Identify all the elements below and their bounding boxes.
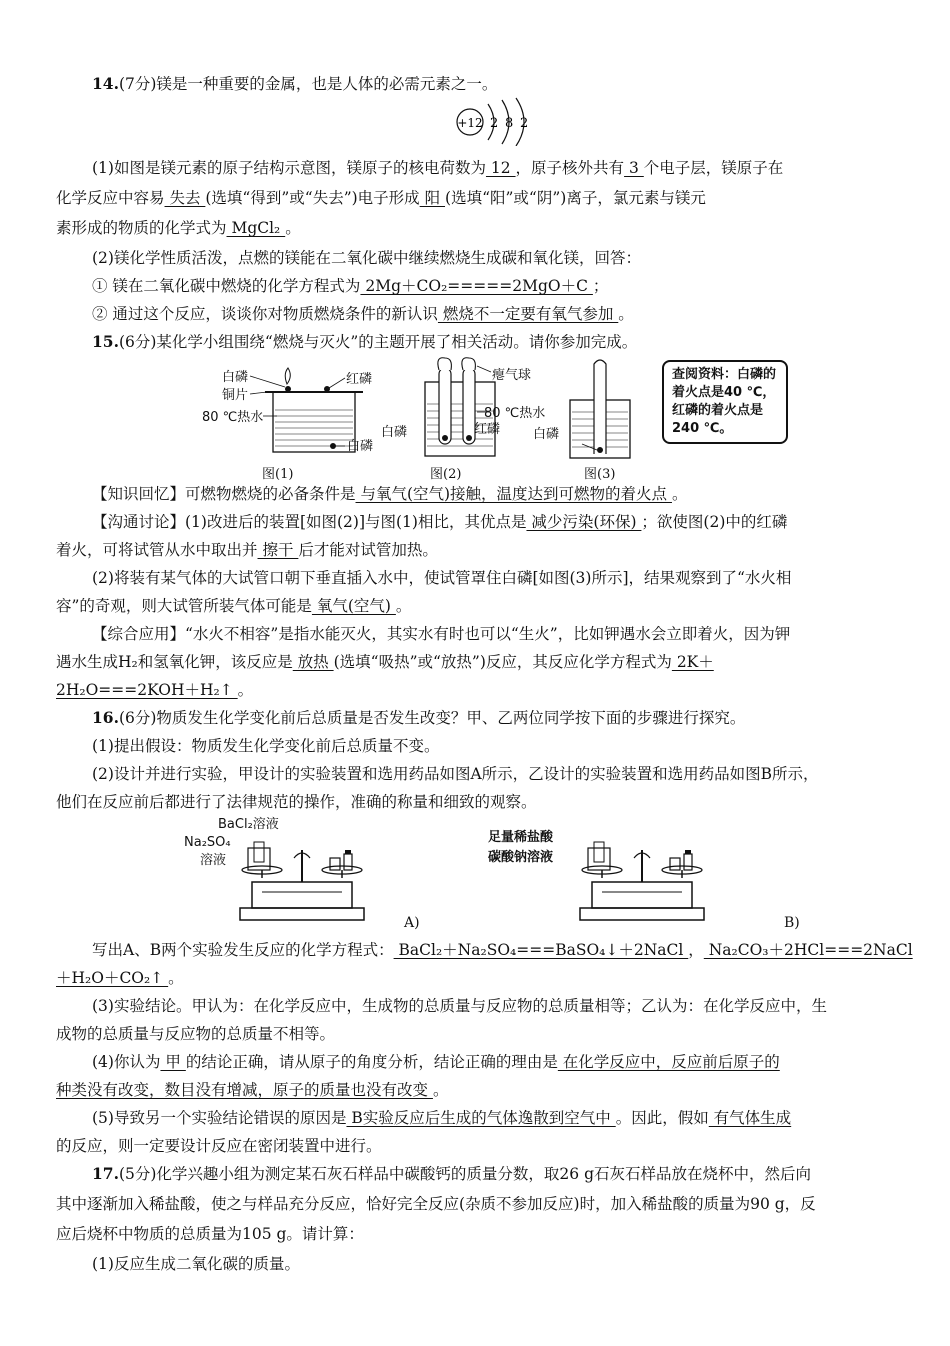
fig3-caption: 图(3) bbox=[584, 467, 616, 482]
q14-p2-1 bbox=[92, 276, 608, 296]
fig1-label-white-p2: 白磷 bbox=[347, 439, 374, 454]
figA-label-na2so4: Na₂SO₄ bbox=[184, 835, 231, 850]
q16-title bbox=[92, 708, 745, 728]
q16-equations-line1 bbox=[92, 940, 913, 960]
q16-step4-line1 bbox=[92, 1052, 780, 1072]
q15-text: 容”的奇观，则大试管所装气体可能是 bbox=[56, 597, 312, 615]
q16-number: 16. bbox=[92, 708, 119, 727]
q17-line2: 其中逐渐加入稀盐酸，使之与样品充分反应，恰好完全反应(杂质不参加反应)时，加入稀盐酸的质量为90 g，反 bbox=[56, 1195, 816, 1213]
q16-text: 。 bbox=[168, 969, 184, 987]
q14-text: ② 通过这个反应，谈谈你对物质燃烧条件的新认识 bbox=[92, 305, 438, 323]
q15-apply-line3 bbox=[56, 680, 253, 700]
q16-text: ， bbox=[688, 941, 704, 959]
q15-discuss-2-line2 bbox=[56, 596, 411, 616]
answer-correct-student: 甲 bbox=[160, 1053, 186, 1071]
q14-p2: (2)镁化学性质活泼，点燃的镁能在二氧化碳中继续燃烧生成碳和氧化镁，回答： bbox=[92, 249, 641, 267]
answer-gas-generated-part1: 有气体生成 bbox=[708, 1109, 792, 1127]
q16-step3-line2: 成物的总质量与反应物的总质量不相等。 bbox=[56, 1025, 336, 1043]
q16-step4-line2 bbox=[56, 1080, 448, 1100]
q16-text: 的结论正确，请从原子的角度分析，结论正确的理由是 bbox=[185, 1053, 558, 1071]
q14-text: (选填“得到”或“失去”)电子形成 bbox=[205, 189, 420, 207]
q14-text: 素形成的物质的化学式为 bbox=[56, 219, 227, 237]
answer-new-understanding: 燃烧不一定要有氧气参加 bbox=[437, 305, 619, 323]
q17-title-text: (5分)化学兴趣小组为测定某石灰石样品中碳酸钙的质量分数，取26 g石灰石样品放在烧杯中，然后向 bbox=[118, 1165, 811, 1183]
fig1-label-water: 80 ℃热水 bbox=[202, 410, 264, 425]
answer-exothermic: 放热 bbox=[292, 653, 334, 671]
q16-step3-line1: (3)实验结论。甲认为：在化学反应中，生成物的总质量与反应物的总质量相等；乙认为：在化学反应中，生 bbox=[92, 997, 827, 1015]
atom-shell-3: 2 bbox=[520, 116, 529, 131]
q15-discuss-1-line2 bbox=[56, 540, 438, 560]
q14-number: 14. bbox=[92, 74, 119, 93]
q16-text: 。 bbox=[432, 1081, 449, 1099]
q16-text: (5)导致另一个实验结论错误的原因是 bbox=[92, 1109, 347, 1127]
fig2-label-red-p: 红磷 bbox=[474, 422, 501, 437]
balance-figure-b bbox=[572, 820, 712, 930]
q15-text: (选填“吸热”或“放热”)反应，其反应化学方程式为 bbox=[333, 653, 672, 671]
q14-text: (选填“阳”或“阴”)离子，氯元素与镁元 bbox=[445, 189, 706, 207]
answer-equation-b-part2: ＋H₂O＋CO₂↑ bbox=[56, 969, 169, 987]
q14-title bbox=[92, 74, 497, 94]
fig1-label-red-p: 红磷 bbox=[346, 372, 373, 387]
reference-info-box: 查阅资料：白磷的着火点是40 ℃，红磷的着火点是240 ℃。 bbox=[662, 360, 788, 444]
answer-equation: 2Mg＋CO₂=====2MgO＋C bbox=[360, 277, 593, 295]
figB-tag: B) bbox=[784, 915, 800, 931]
fig2-label-water: 80 ℃热水 bbox=[484, 406, 546, 421]
answer-ion-type: 阳 bbox=[419, 189, 446, 207]
q15-text: 遇水生成H₂和氢氧化钾，该反应是 bbox=[56, 653, 293, 671]
q15-title-text: (6分)某化学小组围绕“燃烧与灭火”的主题开展了相关活动。请你参加完成。 bbox=[118, 333, 638, 351]
answer-wipe-dry: 擦干 bbox=[257, 541, 299, 559]
q15-text: 【知识回忆】可燃物燃烧的必备条件是 bbox=[92, 485, 356, 503]
q15-discuss-1-line1 bbox=[92, 512, 787, 532]
fig2-caption: 图(2) bbox=[430, 467, 462, 482]
q15-text: ；欲使图(2)中的红磷 bbox=[641, 513, 788, 531]
answer-equation-a: BaCl₂＋Na₂SO₄===BaSO₄↓＋2NaCl bbox=[393, 941, 689, 959]
figA-label-solution: 溶液 bbox=[200, 853, 227, 868]
q17-number: 17. bbox=[92, 1164, 119, 1183]
q14-text: 。 bbox=[285, 219, 301, 237]
q16-text: 写出A、B两个实验发生反应的化学方程式： bbox=[92, 941, 394, 959]
q14-text: 个电子层，镁原子在 bbox=[643, 159, 784, 177]
q15-apply-line2 bbox=[56, 652, 714, 672]
fig2-label-white-p: 白磷 bbox=[381, 425, 408, 440]
q15-text: 着火，可将试管从水中取出并 bbox=[56, 541, 258, 559]
answer-combustion-conditions: 与氧气(空气)接触，温度达到可燃物的着火点 bbox=[355, 485, 672, 503]
answer-k-equation-part1: 2K＋ bbox=[671, 653, 714, 671]
balance-figure-a bbox=[232, 820, 372, 930]
q16-title-text: (6分)物质发生化学变化前后总质量是否发生改变？甲、乙两位同学按下面的步骤进行探究。 bbox=[118, 709, 746, 727]
fig1-caption: 图(1) bbox=[262, 467, 294, 482]
q16-step2-line1: (2)设计并进行实验，甲设计的实验装置和选用药品如图A所示，乙设计的实验装置和选用药品如图B所示， bbox=[92, 765, 819, 783]
figA-label-bacl2: BaCl₂溶液 bbox=[218, 817, 279, 832]
q17-line3: 应后烧杯中物质的总质量为105 g。请计算： bbox=[56, 1225, 364, 1243]
q16-step5-line1 bbox=[92, 1108, 791, 1128]
q16-text: (4)你认为 bbox=[92, 1053, 161, 1071]
q14-text: 。 bbox=[618, 305, 634, 323]
q17-title bbox=[92, 1164, 811, 1184]
q14-text: ； bbox=[592, 277, 609, 295]
q14-text: ① 镁在二氧化碳中燃烧的化学方程式为 bbox=[92, 277, 361, 295]
answer-reason-part2: 种类没有改变，数目没有增减，原子的质量也没有改变 bbox=[56, 1081, 433, 1099]
q17-line4: (1)反应生成二氧化碳的质量。 bbox=[92, 1255, 300, 1273]
q16-text: 。因此，假如 bbox=[615, 1109, 709, 1127]
fig2-label-balloon: 瘪气球 bbox=[492, 368, 532, 383]
q14-p1-line2 bbox=[56, 188, 706, 208]
figB-label-hcl: 足量稀盐酸 bbox=[488, 830, 554, 845]
q15-knowledge bbox=[92, 484, 687, 504]
q15-text: 【沟通讨论】(1)改进后的装置[如图(2)]与图(1)相比，其优点是 bbox=[92, 513, 527, 531]
answer-electron-layers: 3 bbox=[624, 159, 644, 177]
answer-gas: 氧气(空气) bbox=[311, 597, 396, 615]
q15-apply-line1: 【综合应用】“水火不相容”是指水能灭火，其实水有时也可以“生火”，比如钾遇水会立即着火，因为钾 bbox=[92, 625, 791, 643]
atom-shell-2: 8 bbox=[505, 116, 514, 131]
q15-text: 。 bbox=[395, 597, 412, 615]
q16-step1: (1)提出假设：物质发生化学变化前后总质量不变。 bbox=[92, 737, 440, 755]
q16-step5-line2 bbox=[56, 1136, 382, 1156]
q14-text: ，原子核外共有 bbox=[515, 159, 625, 177]
answer-cause: B实验反应后生成的气体逸散到空气中 bbox=[346, 1109, 616, 1127]
answer-advantage: 减少污染(环保) bbox=[526, 513, 642, 531]
q16-step2-line2: 他们在反应前后都进行了法律规范的操作，准确的称量和细致的观察。 bbox=[56, 793, 537, 811]
magnesium-atom-diagram bbox=[450, 96, 540, 146]
q16-equations-line2 bbox=[56, 968, 184, 988]
q14-p2-2 bbox=[92, 304, 634, 324]
answer-formula: MgCl₂ bbox=[226, 219, 286, 237]
answer-reason-part1: 在化学反应中，反应前后原子的 bbox=[557, 1053, 780, 1071]
q14-title-text: (7分)镁是一种重要的金属，也是人体的必需元素之一。 bbox=[118, 75, 498, 93]
q14-text: 化学反应中容易 bbox=[56, 189, 165, 207]
combustion-figure-3 bbox=[560, 354, 650, 464]
atom-shell-1: 2 bbox=[490, 116, 499, 131]
q15-text: 。 bbox=[237, 681, 254, 699]
q16-text: 的反应，则一定要设计反应在密闭装置中进行。 bbox=[56, 1137, 382, 1155]
figA-tag: A) bbox=[404, 915, 420, 931]
answer-lose-electrons: 失去 bbox=[164, 189, 206, 207]
fig1-label-white-p: 白磷 bbox=[222, 370, 249, 385]
q14-text: (1)如图是镁元素的原子结构示意图，镁原子的核电荷数为 bbox=[92, 159, 486, 177]
answer-equation-b-part1: Na₂CO₃＋2HCl===2NaCl bbox=[703, 941, 913, 959]
q15-number: 15. bbox=[92, 332, 119, 351]
q15-text: 。 bbox=[671, 485, 688, 503]
q14-p1-line3 bbox=[56, 218, 301, 238]
fig3-label-white-p: 白磷 bbox=[533, 427, 560, 442]
q15-text: 后才能对试管加热。 bbox=[298, 541, 438, 559]
q15-title bbox=[92, 332, 637, 352]
fig1-label-copper: 铜片 bbox=[222, 388, 249, 403]
atom-nucleus: +12 bbox=[457, 116, 483, 130]
q14-p1-line1 bbox=[92, 158, 783, 178]
q15-discuss-2-line1: (2)将装有某气体的大试管口朝下垂直插入水中，使试管罩住白磷[如图(3)所示]，结果观察到了“水火相 bbox=[92, 569, 792, 587]
figB-label-na2co3: 碳酸钠溶液 bbox=[488, 850, 554, 865]
answer-nuclear-charge: 12 bbox=[485, 159, 516, 177]
answer-k-equation-part2: 2H₂O===2KOH＋H₂↑ bbox=[56, 681, 238, 699]
